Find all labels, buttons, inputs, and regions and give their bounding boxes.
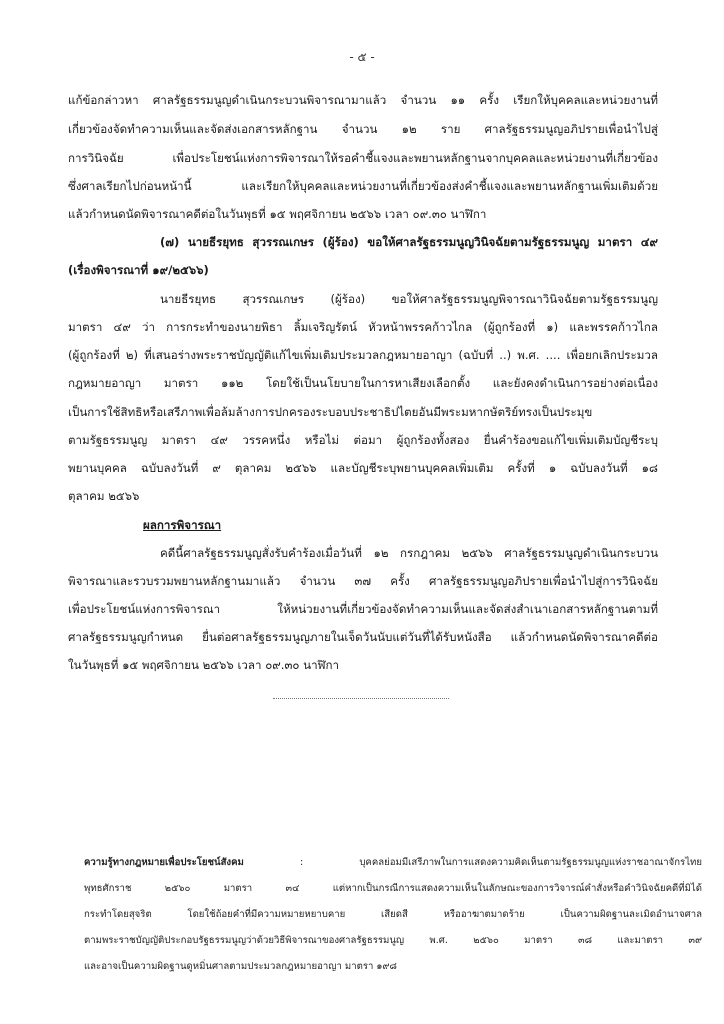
footer-line: พุทธศักราช ๒๕๖๐ มาตรา ๓๔ แต่หากเป็นกรณีการแสดงความเห็นในลักษณะของการวิจารณ์คำสั่งหรือคำวินิจฉัยคดีที่มิได้ [84,883,702,894]
footer-title: ความรู้ทางกฎหมายเพื่อประโยชน์สังคม [84,857,244,868]
footer-line: และอาจเป็นความผิดฐานดูหมิ่นศาลตามประมวลกฎหมายอาญา มาตรา ๑๙๘ [84,961,397,972]
text-line: ตามรัฐธรรมนูญ มาตรา ๔๙ วรรคหนึ่ง หรือไม่ ต่อมา ผู้ถูกร้องทั้งสอง ยื่นคำร้องขอแก้ไขเพิ่มเติมบัญชีระบุ [68,433,658,447]
result-heading: ผลการพิจารณา [143,518,222,532]
text-line: กฎหมายอาญา มาตรา ๑๑๒ โดยใช้เป็นนโยบายในการหาเสียงเลือกตั้ง และยังคงดำเนินการอย่างต่อเนื่อง [68,376,658,390]
footer-line: ตามพระราชบัญญัติประกอบรัฐธรรมนูญว่าด้วยวิธีพิจารณาของศาลรัฐธรรมนูญ พ.ศ. ๒๕๖๐ มาตรา ๓๘ และมาตรา ๓๙ [84,935,702,946]
text-line: เพื่อประโยชน์แห่งการพิจารณา ให้หน่วยงานที่เกี่ยวข้องจัดทำความเห็นและจัดส่งสำเนาเอกสารหลักฐานตามที่ [68,602,658,616]
text-line: เป็นการใช้สิทธิหรือเสรีภาพเพื่อล้มล้างการปกครองระบอบประชาธิปไตยอันมีพระมหากษัตริย์ทรงเป็นประมุข [68,405,593,419]
case-heading-line: (๗) นายธีรยุทธ สุวรรณเกษร (ผู้ร้อง) ขอให้ศาลรัฐธรรมนูญวินิจฉัยตามรัฐธรรมนูญ มาตรา ๔๙ [160,235,658,249]
text-line: แก้ข้อกล่าวหา ศาลรัฐธรรมนูญดำเนินกระบวนพิจารณามาแล้ว จำนวน ๑๑ ครั้ง เรียกให้บุคคลและหน่วยงานที่ [68,93,658,107]
text-line: (ผู้ถูกร้องที่ ๒) ที่เสนอร่างพระราชบัญญัติแก้ไขเพิ่มเติมประมวลกฎหมายอาญา (ฉบับที่ ..) พ.ศ. .... เพื่อยกเลิกประมวล [68,348,658,362]
text-line: ในวันพุธที่ ๑๕ พฤศจิกายน ๒๕๖๖ เวลา ๐๙.๓๐ นาฬิกา [68,658,340,672]
text-line: เกี่ยวข้องจัดทำความเห็นและจัดส่งเอกสารหลักฐาน จำนวน ๑๒ ราย ศาลรัฐธรรมนูญอภิปรายเพื่อนำไปสู่ [68,122,658,136]
text-line: คดีนี้ศาลรัฐธรรมนูญสั่งรับคำร้องเมื่อวันที่ ๑๒ กรกฎาคม ๒๕๖๖ ศาลรัฐธรรมนูญดำเนินกระบวน [160,546,658,560]
text-line: ศาลรัฐธรรมนูญกำหนด ยื่นต่อศาลรัฐธรรมนูญภายในเจ็ดวันนับแต่วันที่ได้รับหนังสือ แล้วกำหนดนัดพิจารณาคดีต่อ [68,630,658,644]
text-line: ตุลาคม ๒๕๖๖ [68,489,140,503]
text-line: มาตรา ๔๙ ว่า การกระทำของนายพิธา ลิ้มเจริญรัตน์ หัวหน้าพรรคก้าวไกล (ผู้ถูกร้องที่ ๑) และพรรคก้าวไกล [68,320,658,334]
footer-colon: : [299,857,304,868]
text-line: การวินิจฉัย เพื่อประโยชน์แห่งการพิจารณาให้รอคำชี้แจงและพยานหลักฐานจากบุคคลและหน่วยงานที่เกี่ยวข้อง [68,151,658,165]
text-line: พิจารณาและรวบรวมพยานหลักฐานมาแล้ว จำนวน ๓๗ ครั้ง ศาลรัฐธรรมนูญอภิปรายเพื่อนำไปสู่การวินิจฉัย [68,574,658,588]
footer-first-line [84,856,702,870]
text-line: พยานบุคคล ฉบับลงวันที่ ๙ ตุลาคม ๒๕๖๖ และบัญชีระบุพยานบุคคลเพิ่มเติม ครั้งที่ ๑ ฉบับลงวันที่ ๑๘ [68,461,658,475]
footer-line: กระทำโดยสุจริต โดยใช้ถ้อยคำที่มีความหมายหยาบคาย เสียดสี หรืออาฆาตมาดร้าย เป็นความผิดฐานละเมิดอำนาจศาล [84,909,702,920]
footer-text: บุคคลย่อมมีเสรีภาพในการแสดงความคิดเห็นตามรัฐธรรมนูญแห่งราชอาณาจักรไทย [359,857,702,868]
page-number: - ๕ - [349,50,375,64]
text-line: แล้วกำหนดนัดพิจารณาคดีต่อในวันพุธที่ ๑๕ พฤศจิกายน ๒๕๖๖ เวลา ๐๙.๓๐ นาฬิกา [68,207,487,221]
text-line: ซึ่งศาลเรียกไปก่อนหน้านี้ และเรียกให้บุคคลและหน่วยงานที่เกี่ยวข้องส่งคำชี้แจงและพยานหลักฐานเพิ่มเติมด้วย [68,179,658,193]
case-number: (เรื่องพิจารณาที่ ๑๙/๒๕๖๖) [68,263,209,277]
dotted-separator [273,698,449,699]
text-line: นายธีรยุทธ สุวรรณเกษร (ผู้ร้อง) ขอให้ศาลรัฐธรรมนูญพิจารณาวินิจฉัยตามรัฐธรรมนูญ [160,292,658,306]
